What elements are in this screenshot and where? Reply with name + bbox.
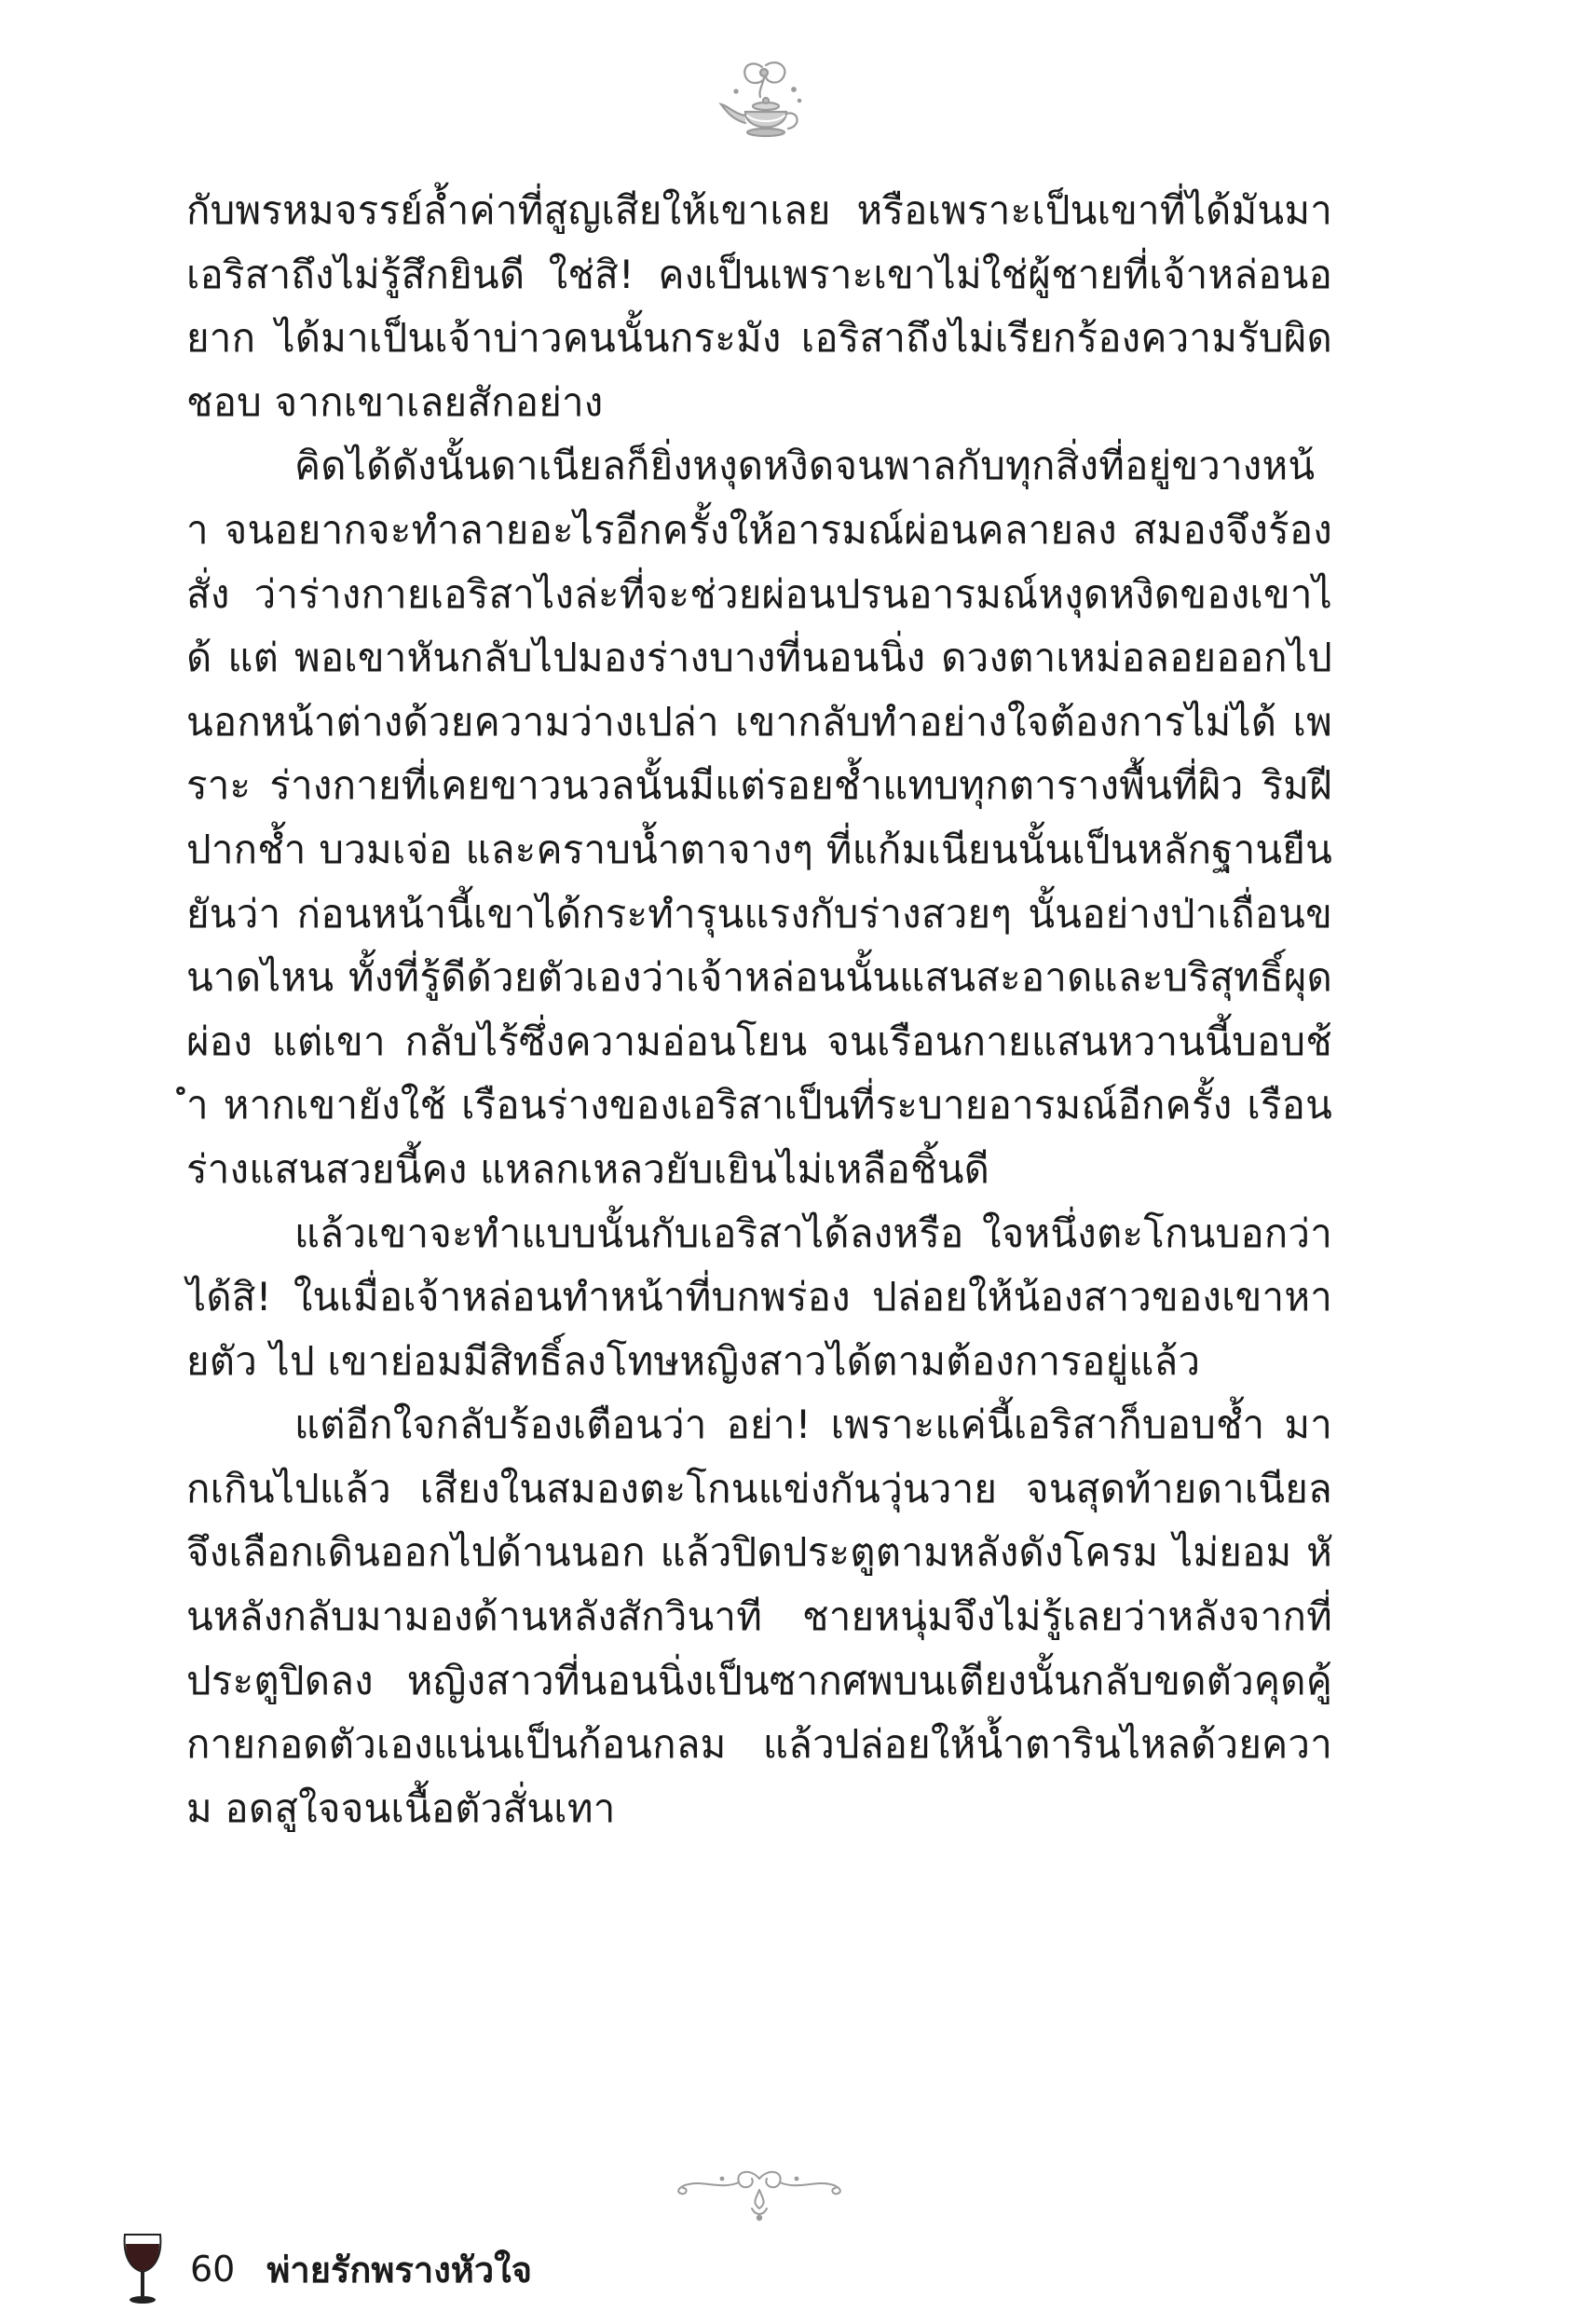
paragraph-3: แล้วเขาจะทำแบบนั้นกับเอริสาได้ลงหรือ ใจหนึ่งตะโกนบอกว่า ได้สิ! ในเมื่อเจ้าหล่อนทำหน้าที่บกพร่อง ปล่อยให้น้องสาวของเขาหายตัว ไป เขาย่อมมีสิทธิ์ลงโทษหญิงสาวได้ตามต้องการอยู่แล้ว bbox=[186, 1210, 1332, 1384]
paragraph-2: คิดได้ดังนั้นดาเนียลก็ยิ่งหงุดหงิดจนพาลกับทุกสิ่งที่อยู่ขวางหน้า จนอยากจะทำลายอะไรอีกครั้งให้อารมณ์ผ่อนคลายลง สมองจึงร้องสั่ง ว่าร่างกายเอริสาไงล่ะที่จะช่วยผ่อนปรนอารมณ์หงุดหงิดของเขาได้ แต่ พอเขาหันกลับไปมองร่างบางที่นอนนิ่ง ดวงตาเหม่อลอยออกไป นอกหน้าต่างด้วยความว่างเปล่า เขากลับทำอย่างใจต้องการไม่ได้ เพราะ ร่างกายที่เคยขาวนวลนั้นมีแต่รอยช้ำแทบทุกตารางพื้นที่ผิว ริมฝีปากช้ำ บวมเจ่อ และคราบน้ำตาจางๆ ที่แก้มเนียนนั้นเป็นหลักฐานยืนยันว่า ก่อนหน้านี้เขาได้กระทำรุนแรงกับร่างสวยๆ นั้นอย่างป่าเถื่อนขนาดไหน ทั้งที่รู้ดีด้วยตัวเองว่าเจ้าหล่อนนั้นแสนสะอาดและบริสุทธิ์ผุดผ่อง แต่เขา กลับไร้ซึ่งความอ่อนโยน จนเรือนกายแสนหวานนี้บอบช้ำ หากเขายังใช้ เรือนร่างของเอริสาเป็นที่ระบายอารมณ์อีกครั้ง เรือนร่างแสนสวยนี้คง แหลกเหลวยับเยินไม่เหลือชิ้นดี bbox=[186, 443, 1332, 1192]
flourish-divider-icon bbox=[666, 2162, 853, 2227]
wine-glass-icon bbox=[119, 2231, 166, 2307]
teapot-fairy-ornament-icon bbox=[708, 58, 820, 160]
paragraph-4: แต่อีกใจกลับร้องเตือนว่า อย่า! เพราะแค่นี้เอริสาก็บอบช้ำ มากเกินไปแล้ว เสียงในสมองตะโกนแข่งกันวุ่นวาย จนสุดท้ายดาเนียล จึงเลือกเดินออกไปด้านนอก แล้วปิดประตูตามหลังดังโครม ไม่ยอม หันหลังกลับมามองด้านหลังสักวินาที ชายหนุ่มจึงไม่รู้เลยว่าหลังจากที่ ประตูปิดลง หญิงสาวที่นอนนิ่งเป็นซากศพบนเตียงนั้นกลับขดตัวคุดคู้ กายกอดตัวเองแน่นเป็นก้อนกลม แล้วปล่อยให้น้ำตารินไหลด้วยความ อดสูใจจนเนื้อตัวสั่นเทา bbox=[186, 1402, 1332, 1831]
running-title: พ่ายรักพรางหัวใจ bbox=[266, 2249, 532, 2290]
page-number: 60 bbox=[190, 2249, 236, 2290]
body-text bbox=[186, 179, 1332, 1840]
page-footer bbox=[119, 2227, 532, 2311]
paragraph-1: กับพรหมจรรย์ล้ำค่าที่สูญเสียให้เขาเลย หรือเพราะเป็นเขาที่ได้มันมา เอริสาถึงไม่รู้สึกยินดี ใช่สิ! คงเป็นเพราะเขาไม่ใช่ผู้ชายที่เจ้าหล่อนอยาก ได้มาเป็นเจ้าบ่าวคนนั้นกระมัง เอริสาถึงไม่เรียกร้องความรับผิดชอบ จากเขาเลยสักอย่าง bbox=[186, 187, 1332, 425]
